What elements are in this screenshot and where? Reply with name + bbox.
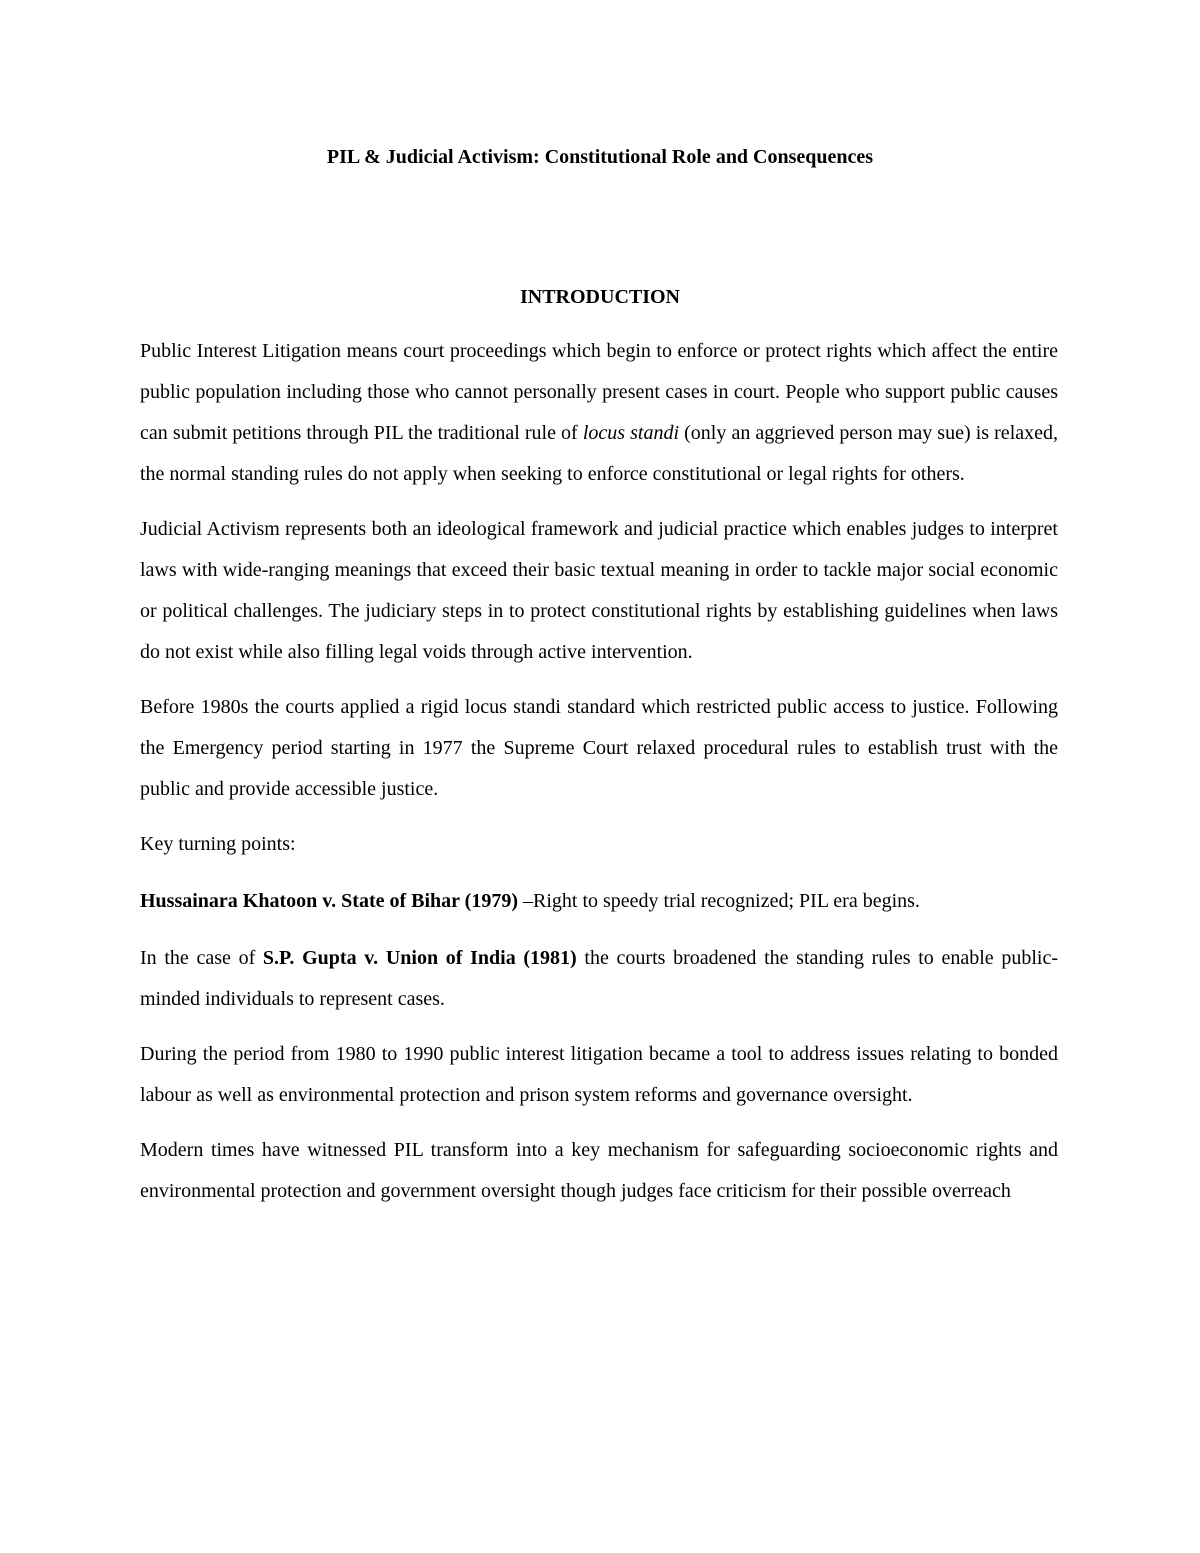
paragraph-text: –Right to speedy trial recognized; PIL era begins. [518,890,920,912]
paragraph-text: (only an aggrieved person may sue) is relaxed, the normal standing rules do not apply when seeking to enforce constitutional or legal rights for others. [140,422,1058,485]
document-body [140,331,1058,1226]
paragraph-sp-gupta-case [140,938,1058,1020]
paragraph-1980-1990: During the period from 1980 to 1990 public interest litigation became a tool to address issues relating to bonded labour as well as environmental protection and prison system reforms and governance oversight. [140,1043,1058,1106]
italic-term-locus-standi: locus standi [582,422,680,444]
paragraph-pil-definition [140,331,1058,495]
paragraph-text: In the case of [140,947,263,969]
paragraph-text: the courts broadened the standing rules to enable public-minded individuals to represent cases. [140,947,1058,1010]
case-name-sp-gupta: S.P. Gupta v. Union of India (1981) [262,947,577,969]
paragraph-modern-times: Modern times have witnessed PIL transform into a key mechanism for safeguarding socioeconomic rights and environmental protection and government oversight though judges face criticism for their possible overreach [140,1139,1058,1202]
paragraph-key-turning-points: Key turning points: [140,833,296,855]
case-name-hussainara: Hussainara Khatoon v. State of Bihar (1979) [140,890,518,912]
paragraph-hussainara-case [140,881,1058,922]
paragraph-text: Public Interest Litigation means court proceedings which begin to enforce or protect rights which affect the entire public population including those who cannot personally present cases in court. People who support public causes can submit petitions through PIL the traditional rule of [140,340,1058,444]
paragraph-judicial-activism: Judicial Activism represents both an ideological framework and judicial practice which enables judges to interpret laws with wide-ranging meanings that exceed their basic textual meaning in order to tackle major social economic or political challenges. The judiciary steps in to protect constitutional rights by establishing guidelines when laws do not exist while also filling legal voids through active intervention. [140,518,1058,663]
document-title: PIL & Judicial Activism: Constitutional Role and Consequences [326,146,874,168]
section-heading-introduction: INTRODUCTION [519,286,681,308]
paragraph-history: Before 1980s the courts applied a rigid locus standi standard which restricted public access to justice. Following the Emergency period starting in 1977 the Supreme Court relaxed procedural rules to establish trust with the public and provide accessible justice. [140,696,1058,800]
